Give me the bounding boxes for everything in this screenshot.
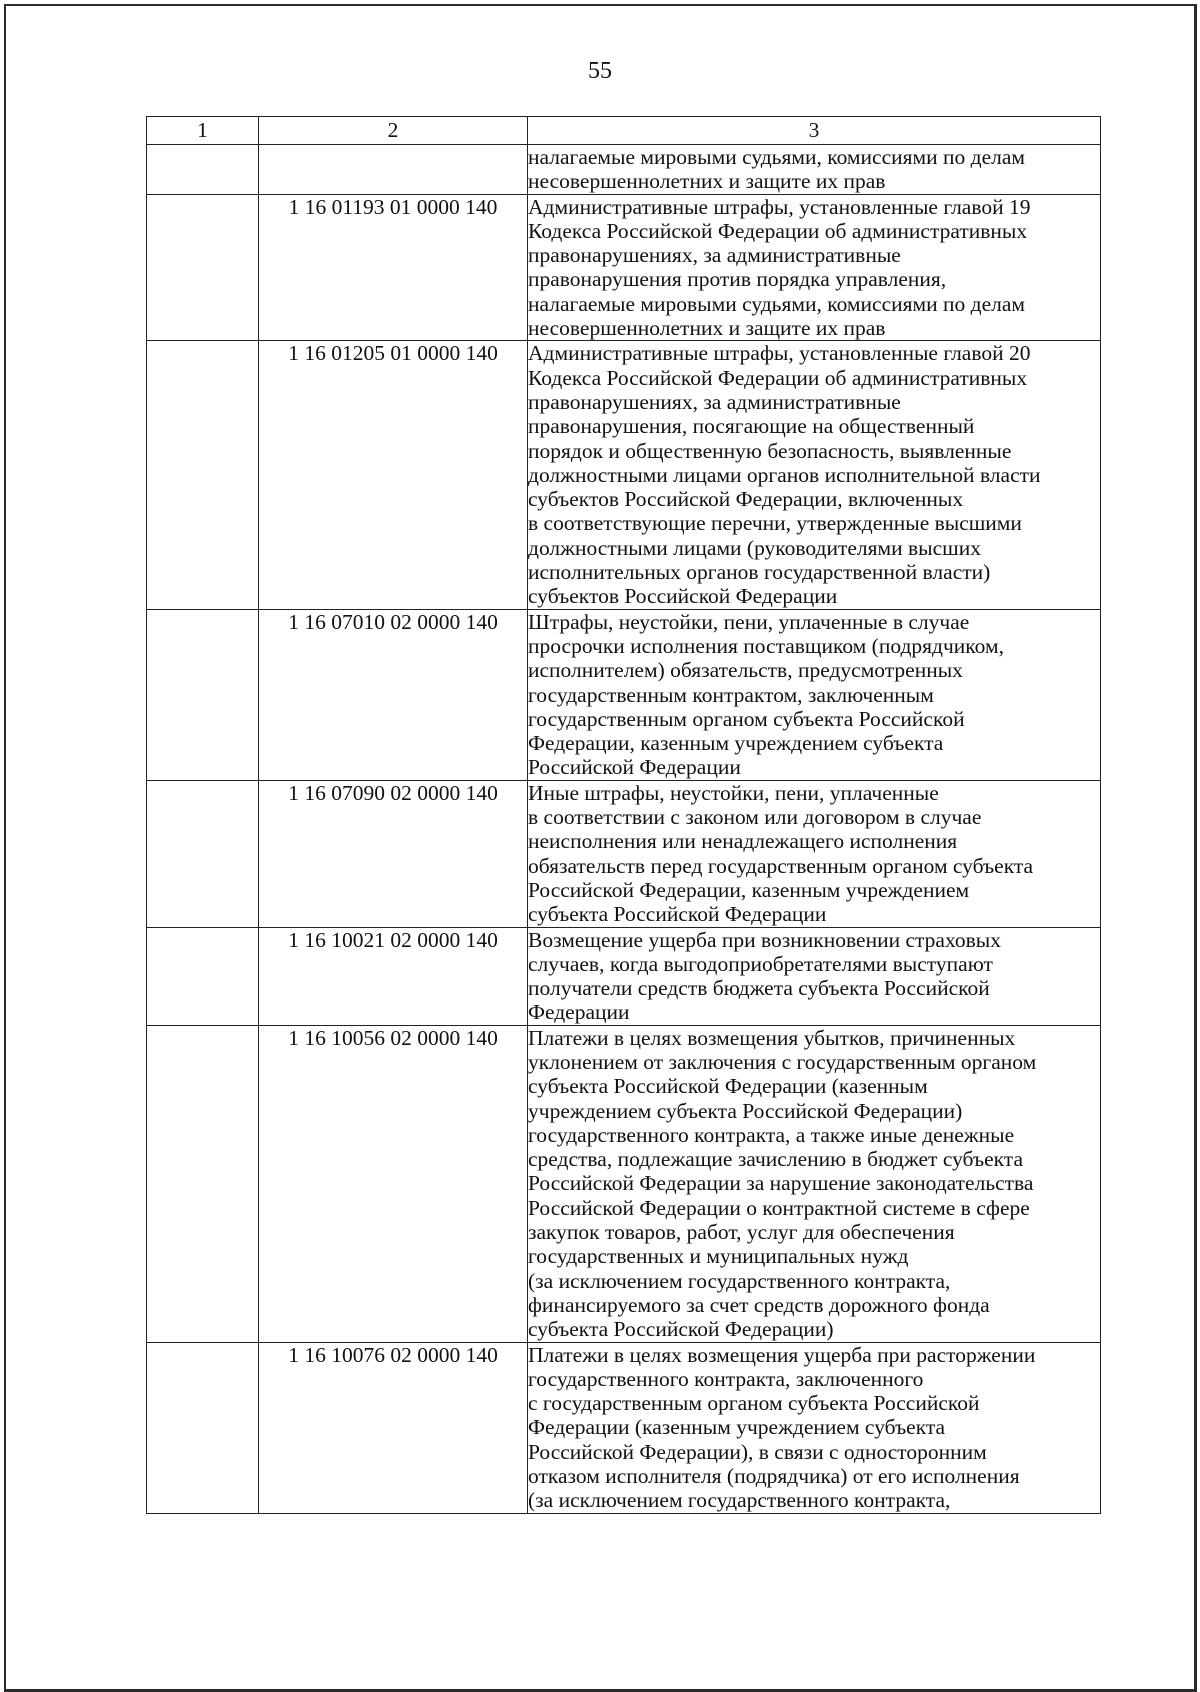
table-row: [147, 780, 1101, 927]
description-line: в соответствующие перечни, утвержденные высшими: [528, 511, 1022, 536]
revenue-code: [259, 145, 528, 195]
description-line: субъектов Российской Федерации, включенных: [528, 487, 964, 512]
table-row: [147, 609, 1101, 780]
revenue-code: 1 16 10076 02 0000 140: [259, 1342, 528, 1513]
description-line: государственного контракта, а также иные денежные: [528, 1122, 1015, 1147]
description-line: Федерации, казенным учреждением субъекта: [528, 731, 944, 756]
description-line: Кодекса Российской Федерации об административных: [528, 218, 1028, 243]
row-col-1-cell: [147, 927, 259, 1025]
revenue-description: [528, 194, 1101, 341]
description-line: учреждением субъекта Российской Федерации): [528, 1098, 963, 1123]
page-number: 55: [588, 58, 612, 84]
table-header-row: [147, 117, 1101, 145]
description-line: налагаемые мировыми судьями, комиссиями по делам: [528, 145, 1025, 169]
description-line: правонарушения против порядка управления,: [528, 267, 947, 292]
revenue-code: 1 16 01193 01 0000 140: [259, 194, 528, 341]
description-line: в соответствии с законом или договором в случае: [528, 805, 982, 830]
description-line: государственного контракта, заключенного: [528, 1366, 924, 1391]
description-line: Российской Федерации о контрактной системе в сфере: [528, 1195, 1030, 1220]
table-row: [147, 1025, 1101, 1342]
revenue-description: [528, 341, 1101, 609]
description-line: Возмещение ущерба при возникновении страховых: [528, 927, 1001, 952]
description-line: должностными лицами органов исполнительной власти: [528, 462, 1041, 487]
description-line: несовершеннолетних и защите их прав: [528, 316, 886, 341]
description-line: Административные штрафы, установленные главой 19: [528, 194, 1031, 219]
description-line: Платежи в целях возмещения убытков, причиненных: [528, 1025, 1016, 1050]
revenue-code: 1 16 07010 02 0000 140: [259, 609, 528, 780]
description-line: с государственным органом субъекта Российской: [528, 1391, 980, 1416]
description-line: средства, подлежащие зачислению в бюджет субъекта: [528, 1147, 1023, 1172]
description-line: отказом исполнителя (подрядчика) от его исполнения: [528, 1464, 1020, 1489]
description-line: правонарушениях, за административные: [528, 243, 901, 268]
description-line: уклонением от заключения с государственным органом: [528, 1049, 1037, 1074]
table-row: [147, 194, 1101, 341]
table-row: [147, 341, 1101, 609]
description-line: государственных и муниципальных нужд: [528, 1244, 909, 1269]
description-line: субъекта Российской Федерации): [528, 1317, 834, 1342]
description-line: Федерации (казенным учреждением субъекта: [528, 1415, 946, 1440]
revenue-description: [528, 1025, 1101, 1342]
description-line: государственным органом субъекта Российской: [528, 706, 965, 731]
table-row: [147, 145, 1101, 195]
revenue-code: 1 16 10021 02 0000 140: [259, 927, 528, 1025]
revenue-code: 1 16 07090 02 0000 140: [259, 780, 528, 927]
description-line: Иные штрафы, неустойки, пени, уплаченные: [528, 780, 939, 805]
description-line: закупок товаров, работ, услуг для обеспечения: [528, 1220, 955, 1245]
description-line: исполнителем) обязательств, предусмотренных: [528, 658, 963, 683]
description-line: получатели средств бюджета субъекта Российской: [528, 976, 990, 1001]
description-line: обязательств перед государственным органом субъекта: [528, 853, 1034, 878]
row-col-1-cell: [147, 341, 259, 609]
header-col-2: 2: [259, 117, 528, 145]
revenue-description: [528, 1342, 1101, 1513]
table-row: [147, 1342, 1101, 1513]
description-line: Российской Федерации: [528, 755, 741, 780]
description-line: исполнительных органов государственной власти): [528, 560, 991, 585]
description-line: (за исключением государственного контракта,: [528, 1268, 951, 1293]
revenue-description: [528, 145, 1101, 195]
description-line: Платежи в целях возмещения ущерба при расторжении: [528, 1342, 1036, 1367]
revenue-description: [528, 609, 1101, 780]
description-line: Кодекса Российской Федерации об административных: [528, 365, 1028, 390]
description-line: субъекта Российской Федерации (казенным: [528, 1074, 928, 1099]
description-line: налагаемые мировыми судьями, комиссиями по делам: [528, 291, 1025, 316]
description-line: субъектов Российской Федерации: [528, 584, 838, 609]
description-line: порядок и общественную безопасность, выявленные: [528, 438, 1012, 463]
description-line: правонарушениях, за административные: [528, 389, 901, 414]
row-col-1-cell: [147, 609, 259, 780]
revenue-description: [528, 780, 1101, 927]
description-line: (за исключением государственного контракта,: [528, 1488, 951, 1513]
revenue-code: 1 16 01205 01 0000 140: [259, 341, 528, 609]
description-line: правонарушения, посягающие на общественный: [528, 414, 975, 439]
description-line: Российской Федерации за нарушение законодательства: [528, 1171, 1034, 1196]
description-line: Штрафы, неустойки, пени, уплаченные в случае: [528, 609, 970, 634]
row-col-1-cell: [147, 194, 259, 341]
revenue-code: 1 16 10056 02 0000 140: [259, 1025, 528, 1342]
description-line: государственным контрактом, заключенным: [528, 682, 934, 707]
revenue-description: [528, 927, 1101, 1025]
description-line: должностными лицами (руководителями высших: [528, 535, 981, 560]
description-line: просрочки исполнения поставщиком (подрядчиком,: [528, 633, 1004, 658]
header-col-1: 1: [147, 117, 259, 145]
row-col-1-cell: [147, 780, 259, 927]
revenue-codes-table: [146, 116, 1101, 1514]
description-line: несовершеннолетних и защите их прав: [528, 169, 886, 194]
header-col-3: 3: [528, 117, 1101, 145]
row-col-1-cell: [147, 145, 259, 195]
row-col-1-cell: [147, 1342, 259, 1513]
description-line: случаев, когда выгодоприобретателями выступают: [528, 951, 993, 976]
description-line: неисполнения или ненадлежащего исполнения: [528, 829, 958, 854]
table-row: [147, 927, 1101, 1025]
description-line: Российской Федерации), в связи с односторонним: [528, 1439, 987, 1464]
description-line: Российской Федерации, казенным учреждением: [528, 877, 970, 902]
description-line: финансируемого за счет средств дорожного фонда: [528, 1292, 990, 1317]
description-line: Административные штрафы, установленные главой 20: [528, 341, 1031, 366]
description-line: субъекта Российской Федерации: [528, 902, 827, 927]
row-col-1-cell: [147, 1025, 259, 1342]
description-line: Федерации: [528, 1000, 630, 1025]
